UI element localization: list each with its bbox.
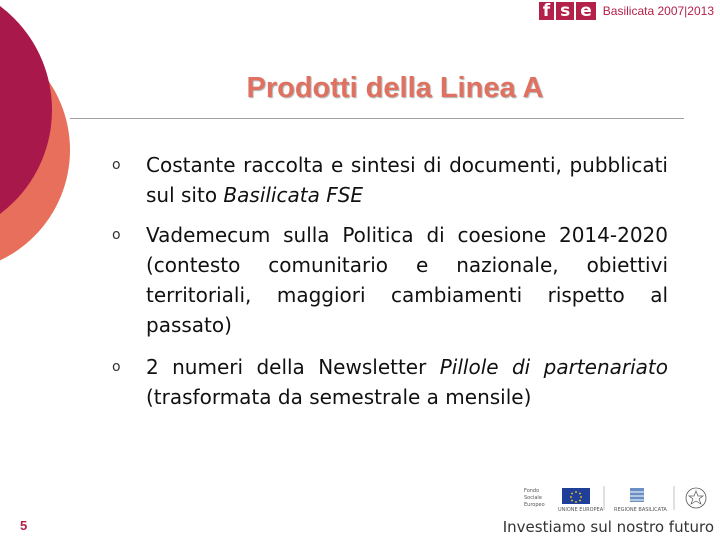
- logo-text: Basilicata 2007|2013: [602, 4, 714, 18]
- logo-letter-f: f: [539, 2, 554, 20]
- hollow-circle-icon: o: [112, 157, 121, 173]
- title-divider: [70, 118, 684, 119]
- bullet-text: (trasformata da semestrale a mensile): [146, 385, 532, 409]
- slide-title: Prodotti della Linea A: [246, 72, 544, 104]
- eu-label: UNIONE EUROPEA: [558, 507, 604, 513]
- bullet-text: Costante raccolta e sintesi di documenti, pubblicati sul sito: [146, 153, 668, 207]
- fse-logo: [539, 2, 714, 20]
- italian-republic-emblem-icon: [686, 488, 706, 508]
- bullet-text: Vademecum sulla Politica di coesione 2014-2020 (contesto comunitario e nazionale, obiettivi territoriali, maggiori cambiamenti rispetto al passato): [146, 223, 668, 337]
- fondo-line-2: Sociale: [524, 495, 542, 501]
- page-number: 5: [20, 518, 28, 533]
- bullet-item: [112, 352, 668, 412]
- bullet-text: 2 numeri della Newsletter: [146, 355, 440, 379]
- bullet-list: [112, 150, 668, 422]
- fondo-line-3: Europeo: [524, 502, 545, 508]
- footer-logos: [514, 486, 714, 514]
- hollow-circle-icon: o: [112, 227, 121, 243]
- eu-flag-icon: [562, 488, 590, 504]
- region-crest-icon: [630, 488, 644, 502]
- fondo-line-1: Fondo: [524, 488, 540, 494]
- footer-logos-block: [502, 486, 714, 536]
- region-label: REGIONE BASILICATA: [614, 507, 667, 513]
- decorative-circles: [0, 0, 90, 300]
- footer-slogan: Investiamo sul nostro futuro: [502, 518, 714, 536]
- bullet-item: [112, 150, 668, 210]
- hollow-circle-icon: o: [112, 359, 121, 375]
- bullet-text-italic: Pillole di partenariato: [439, 355, 668, 379]
- bullet-item: [112, 220, 668, 340]
- logo-letter-e: e: [576, 2, 596, 20]
- bullet-text-italic: Basilicata FSE: [223, 183, 364, 207]
- logo-letter-s: s: [556, 2, 574, 20]
